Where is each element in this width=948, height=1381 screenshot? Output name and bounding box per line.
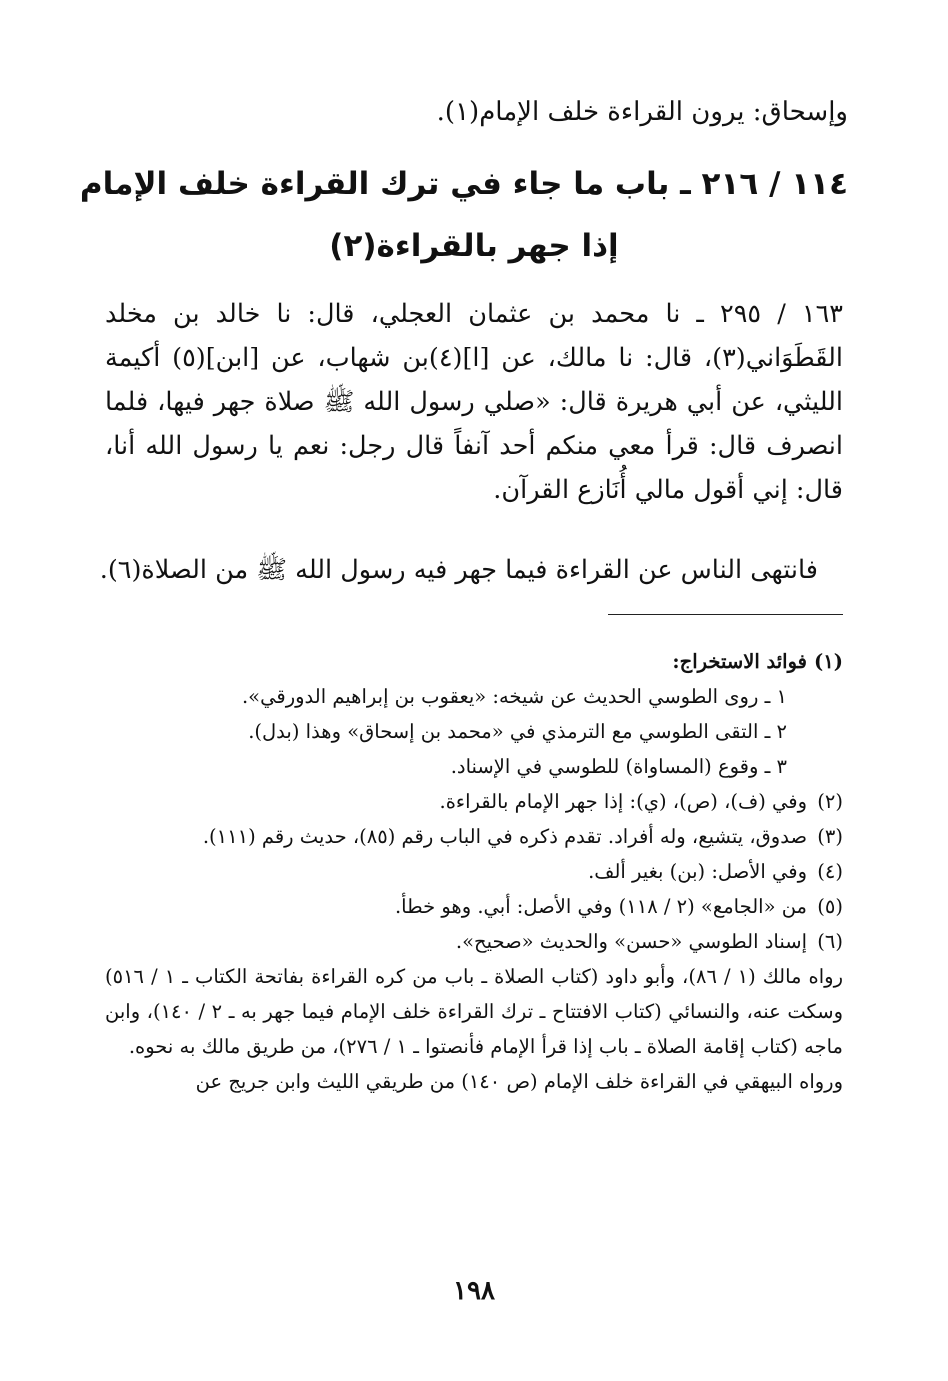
- chapter-heading: ١١٤ / ٢١٦ ـ باب ما جاء في ترك القراءة خلف الإمام: [79, 166, 848, 202]
- footnote-text: إسناد الطوسي «حسن» والحديث «صحيح».: [455, 930, 807, 953]
- intro-line: وإسحاق: يرون القراءة خلف الإمام(١).: [436, 97, 848, 127]
- footnote-separator: [608, 614, 843, 615]
- footnote-number: (١): [814, 650, 843, 673]
- footnote-2: [105, 784, 843, 819]
- footnote-4: [105, 854, 843, 889]
- footnote-text: وفي (ف)، (ص)، (ي): إذا جهر الإمام بالقراءة.: [439, 790, 807, 813]
- footnote-1: [105, 644, 843, 679]
- footnote-number: (٥): [817, 895, 843, 918]
- hadith-paragraph: ١٦٣ / ٢٩٥ ـ نا محمد بن عثمان العجلي، قال: نا خالد بن مخلد القَطَوَاني(٣)، قال: نا مالك، عن [ا](٤)بن شهاب، عن [ابن](٥) أكيمة الليثي، عن أبي هريرة قال: «صلي رسول الله ﷺ صلاة جهر فيها، فلما انصرف قال: قرأ معي منكم أحد آنفاً قال رجل: نعم يا رسول الله أنا، قال: إني أقول مالي أُنَازع القرآن.: [105, 299, 844, 505]
- page-number: ١٩٨: [453, 1276, 495, 1306]
- footnote-paragraph: ورواه البيهقي في القراءة خلف الإمام (ص ١٤٠) من طريقي الليث وابن جريج عن: [195, 1070, 843, 1093]
- footnote-number: (٣): [817, 825, 843, 848]
- footnote-paragraph: رواه مالك (١ / ٨٦)، وأبو داود (كتاب الصلاة ـ باب من كره القراءة بفاتحة الكتاب ـ ١ / ٥١٦) وسكت عنه، والنسائي (كتاب الافتتاح ـ ترك القراءة خلف الإمام فيما جهر به ـ ٢ / ١٤٠)، وابن ماجه (كتاب إقامة الصلاة ـ باب إذا قرأ الإمام فأنصتوا ـ ١ / ٢٧٦)، من طريق مالك به نحوه.: [105, 965, 844, 1058]
- footnote-text: من «الجامع» (٢ / ١١٨) وفي الأصل: أبي. وهو خطأ.: [394, 895, 807, 918]
- chapter-heading-continued: إذا جهر بالقراءة(٢): [329, 228, 619, 264]
- footnote-5: [105, 889, 843, 924]
- footnote-number: (٢): [817, 790, 843, 813]
- footnote-3: [105, 819, 843, 854]
- footnote-number: (٤): [817, 860, 843, 883]
- footnote-title: فوائد الاستخراج:: [672, 650, 807, 673]
- hadith-text: [105, 292, 843, 512]
- footnote-text: وفي الأصل: (بن) بغير ألف.: [588, 860, 807, 883]
- footnotes: [105, 644, 843, 1099]
- footnote-6: [105, 924, 843, 959]
- footnote-list-item: ٢ ـ التقى الطوسي مع الترمذي في «محمد بن إسحاق» وهذا (بدل).: [248, 720, 787, 743]
- hadith-conclusion: فانتهى الناس عن القراءة فيما جهر فيه رسول الله ﷺ من الصلاة(٦).: [99, 555, 818, 585]
- footnote-list-item: ١ ـ روى الطوسي الحديث عن شيخه: «يعقوب بن إبراهيم الدورقي».: [241, 685, 787, 708]
- footnote-number: (٦): [817, 930, 843, 953]
- footnote-list-item: ٣ ـ وقوع (المساواة) للطوسي في الإسناد.: [450, 755, 787, 778]
- footnote-text: صدوق، يتشيع، وله أفراد. تقدم ذكره في الباب رقم (٨٥)، حديث رقم (١١١).: [202, 825, 807, 848]
